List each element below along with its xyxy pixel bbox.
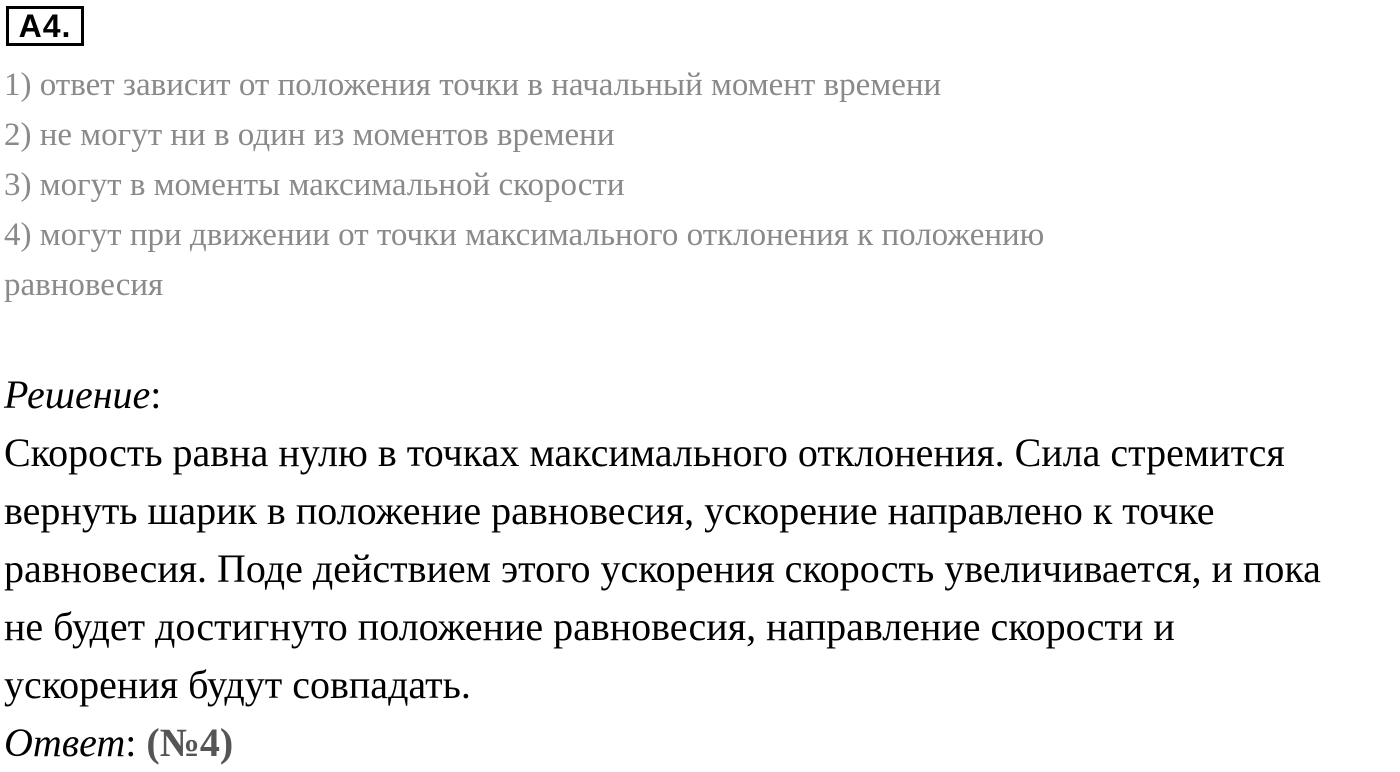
answer-label: Ответ [4,720,126,765]
answer-line [4,714,233,772]
option-1: 1) ответ зависит от положения точки в начальный момент времени [4,67,942,103]
task-number-label: A4. [6,6,84,46]
answer-colon: : [125,720,147,765]
option-4-continuation: равновесия [4,267,164,303]
answer-value: (№4) [146,720,234,765]
solution-line-2: вернуть шарик в положение равновесия, ускорение направлено к точке [4,488,1215,533]
solution-heading [4,366,1398,424]
solution-heading-colon: : [150,372,162,417]
option-2: 2) не могут ни в один из моментов времени [4,117,615,153]
solution-section [4,366,1398,714]
solution-line-3: равновесия. Поде действием этого ускорения скорость увеличивается, и пока [4,546,1321,591]
solution-heading-word: Решение [4,372,151,417]
option-3: 3) могут в моменты максимальной скорости [4,167,625,203]
solution-line-5: ускорения будут совпадать. [4,662,471,707]
answer-options-list [4,60,1394,310]
solution-line-1: Скорость равна нулю в точках максимального отклонения. Сила стремится [4,430,1285,475]
solution-line-4: не будет достигнуто положение равновесия, направление скорости и [4,604,1175,649]
option-4: 4) могут при движении от точки максимального отклонения к положению [4,217,1045,253]
